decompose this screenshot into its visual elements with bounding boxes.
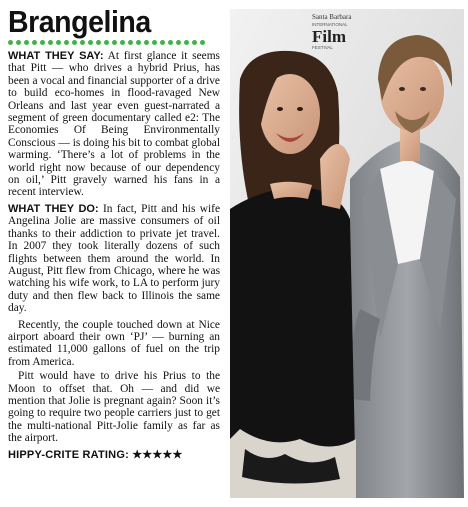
divider-dot <box>88 40 93 45</box>
divider-dot <box>128 40 133 45</box>
backdrop-line2: INTERNATIONAL <box>312 22 348 27</box>
backdrop-line1: Santa Barbara <box>312 13 352 21</box>
divider-dot <box>16 40 21 45</box>
divider-dot <box>144 40 149 45</box>
divider-dot <box>104 40 109 45</box>
woman-figure <box>230 51 356 498</box>
dotted-divider <box>8 40 220 45</box>
divider-dot <box>120 40 125 45</box>
text-what-they-say: At first glance it seems that Pitt — who drives a hybrid Prius, has been a vocal and financial supporter of a drive to build eco-homes in flood-ravaged New Orleans and last year even guest-narrated a segment of green documentary called e2: The Economies Of Being Environmentally Conscious — is doing his bit to combat global warming. ‘There’s a lot of problems in the world right now because of our dependency on oil,’ Pitt gravely warned his fans in a recent interview. <box>8 50 220 199</box>
article-column <box>8 6 220 461</box>
paragraph-what-they-do <box>8 203 220 315</box>
photo-illustration <box>230 9 464 498</box>
divider-dot <box>80 40 85 45</box>
divider-dot <box>64 40 69 45</box>
divider-dot <box>24 40 29 45</box>
couple-photo <box>230 9 464 498</box>
divider-dot <box>160 40 165 45</box>
divider-dot <box>136 40 141 45</box>
divider-dot <box>96 40 101 45</box>
paragraph-nice-airport: Recently, the couple touched down at Nice airport aboard their own ‘PJ’ — burning an estimated 11,000 gallons of fuel on the trip from America. <box>8 318 220 368</box>
rating-label: HIPPY-CRITE RATING: <box>8 448 129 461</box>
divider-dot <box>192 40 197 45</box>
divider-dot <box>112 40 117 45</box>
paragraph-what-they-say <box>8 50 220 199</box>
backdrop-line3: FESTIVAL <box>312 45 333 50</box>
headline: Brangelina <box>8 4 151 39</box>
paragraph-prius-moon: Pitt would have to drive his Prius to the Moon to offset that. Oh — and did we mention that Jolie is pregnant again? Soon it’s going to require two people carriers just to get the multi-national Pitt-Jolie family as far as the airport. <box>8 370 220 445</box>
divider-dot <box>8 40 13 45</box>
rating-stars: ★★★★★ <box>132 448 183 461</box>
divider-dot <box>152 40 157 45</box>
divider-dot <box>40 40 45 45</box>
text-what-they-do: In fact, Pitt and his wife Angelina Jolie are massive consumers of oil thanks to their addiction to private jet travel. In 2007 they took literally dozens of such flights between them around the world. In August, Pitt flew from Chicago, where he was watching his wife work, to LA to perform jury duty and then flew back to Illinois the same day. <box>8 202 220 315</box>
lead-what-they-say: WHAT THEY SAY: <box>8 50 104 62</box>
lead-what-they-do: WHAT THEY DO: <box>8 202 99 215</box>
divider-dot <box>48 40 53 45</box>
article-body <box>8 50 220 445</box>
divider-dot <box>32 40 37 45</box>
hippy-crite-rating <box>8 448 220 461</box>
divider-dot <box>56 40 61 45</box>
divider-dot <box>72 40 77 45</box>
divider-dot <box>200 40 205 45</box>
divider-dot <box>176 40 181 45</box>
divider-dot <box>184 40 189 45</box>
backdrop-title: Film <box>312 27 346 46</box>
divider-dot <box>168 40 173 45</box>
